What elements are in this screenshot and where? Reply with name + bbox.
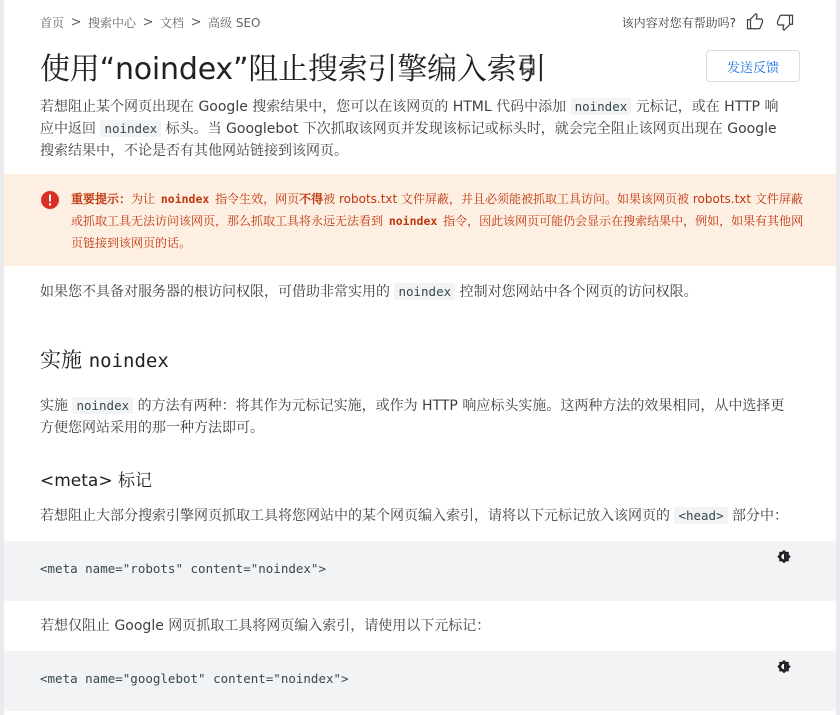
code-block-robots <box>4 541 836 601</box>
breadcrumb-separator: > <box>70 14 82 30</box>
inline-code: noindex <box>394 283 455 300</box>
page-title: 使用“noindex”阻止搜索引擎编入索引 <box>40 52 547 87</box>
subheading-meta-tag: <meta> 标记 <box>40 471 152 491</box>
thumb-up-icon[interactable] <box>744 11 766 33</box>
error-icon <box>40 190 60 210</box>
paragraph-text: 如果您不具备对服务器的根访问权限，可借助非常实用的 <box>40 284 395 300</box>
inline-code: <head> <box>674 507 727 524</box>
root-access-paragraph <box>40 281 792 303</box>
main-content <box>4 0 836 715</box>
right-edge <box>836 0 840 715</box>
paragraph-text: 的方法有两种：将其作为元标记实施，或作为 HTTP 响应标头实施。这两种方法的效果相同，从中选择更方便您网站采用的那一种方法即可。 <box>40 398 785 436</box>
code-block-googlebot <box>4 651 836 711</box>
top-bar <box>40 10 796 34</box>
paragraph-text: 控制对您网站中各个网页的访问权限。 <box>455 284 698 300</box>
breadcrumb-item-search-central[interactable]: 搜索中心 <box>88 15 137 30</box>
intro-paragraph <box>40 96 792 162</box>
breadcrumb <box>40 14 261 31</box>
send-feedback-button[interactable]: 发送反馈 <box>706 50 800 82</box>
warning-text-part: 被 robots.txt 文件屏蔽，并且必须能被抓取工具访问。如果该网页被 robots.txt 文件屏蔽或抓取工具无法访问该网页，那么抓取工具将永远无法看到 <box>71 192 803 228</box>
title-row <box>40 44 800 90</box>
dark-mode-icon[interactable] <box>772 655 796 679</box>
intro-text: 若想阻止某个网页出现在 Google 搜索结果中，您可以在该网页的 HTML 代码中添加 <box>40 99 571 115</box>
warning-label: 重要提示： <box>71 192 132 206</box>
meta-instruction-paragraph <box>40 505 792 527</box>
code-snippet[interactable]: <meta name="googlebot" content="noindex"> <box>40 671 349 686</box>
breadcrumb-separator: > <box>142 14 154 30</box>
paragraph-text: 实施 <box>40 398 73 414</box>
paragraph-text: 部分中： <box>727 508 789 524</box>
inline-code: noindex <box>100 120 161 137</box>
warning-text-part: 为让 <box>131 192 159 206</box>
inline-code: noindex <box>160 192 210 206</box>
dark-mode-icon[interactable] <box>772 545 796 569</box>
inline-code: noindex <box>571 98 632 115</box>
paragraph-text: 若想阻止大部分搜索引擎网页抓取工具将您网站中的某个网页编入索引，请将以下元标记放入该网页的 <box>40 508 675 524</box>
intro-text: 元标记，或在 HTTP 响应中返回 <box>40 99 779 137</box>
warning-emphasis: 不得 <box>299 192 324 206</box>
breadcrumb-item-docs[interactable]: 文档 <box>160 15 185 30</box>
warning-text-part: 指令生效，网页 <box>211 192 300 206</box>
heading-text: 实施 <box>40 348 89 372</box>
googlebot-paragraph: 若想仅阻止 Google 网页抓取工具将网页编入索引，请使用以下元标记： <box>40 618 491 634</box>
breadcrumb-item-home[interactable]: 首页 <box>40 15 65 30</box>
implementation-paragraph <box>40 395 792 439</box>
code-snippet[interactable]: <meta name="robots" content="noindex"> <box>40 561 326 576</box>
warning-text-part: 指令，因此该网页可能仍会显示在搜索结果中，例如，如果有其他网页链接到该网页的话。 <box>71 214 804 250</box>
bookmark-icon[interactable] <box>518 56 538 78</box>
breadcrumb-separator: > <box>190 14 202 30</box>
warning-callout <box>4 174 836 266</box>
inline-code: noindex <box>72 397 133 414</box>
inline-code: noindex <box>388 214 438 228</box>
warning-text <box>71 188 807 254</box>
helpful-feedback <box>622 11 796 33</box>
thumb-down-icon[interactable] <box>774 11 796 33</box>
heading-code: noindex <box>88 350 169 372</box>
intro-text: 标头。当 Googlebot 下次抓取该网页并发现该标记或标头时，就会完全阻止该网页出现在 Google 搜索结果中，不论是否有其他网站链接到该网页。 <box>40 121 777 159</box>
helpful-question: 该内容对您有帮助吗? <box>621 15 736 30</box>
section-heading-implement-noindex <box>40 344 169 374</box>
breadcrumb-item-advanced-seo[interactable]: 高级 SEO <box>208 15 261 30</box>
